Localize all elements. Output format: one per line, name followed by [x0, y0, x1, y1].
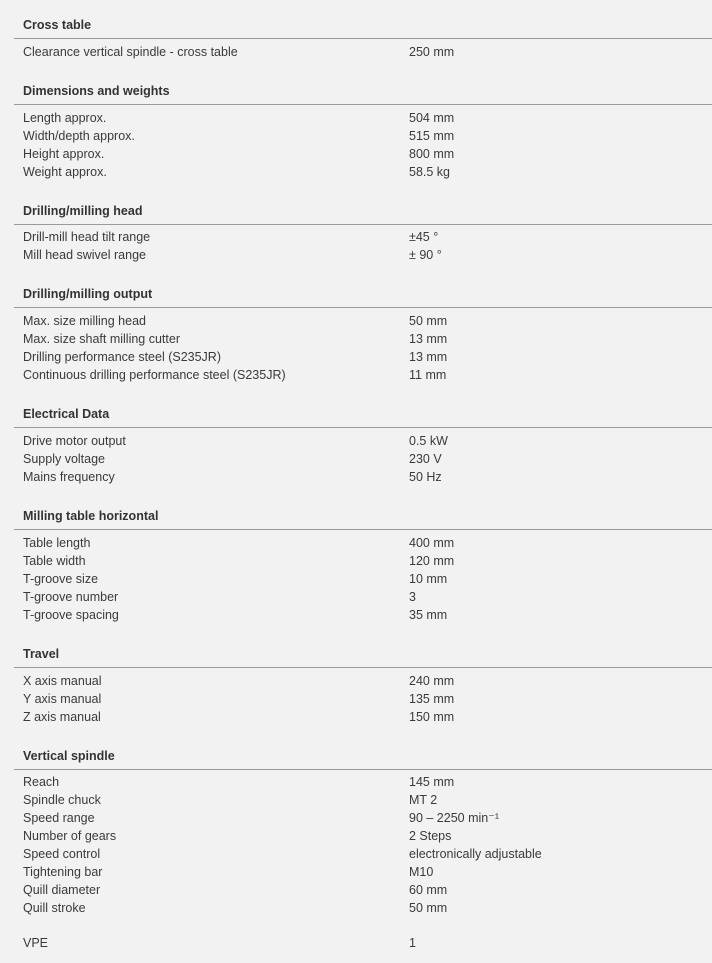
spec-value: 250 mm — [409, 45, 455, 59]
spec-value: 0.5 kW — [409, 434, 448, 448]
spec-value: 50 mm — [409, 901, 448, 915]
table-row — [0, 330, 712, 348]
table-row — [0, 863, 712, 881]
spec-label: Height approx. — [23, 147, 105, 161]
section-divider — [14, 307, 712, 308]
spec-value: 120 mm — [409, 554, 455, 568]
table-row — [0, 246, 712, 264]
spec-value: 400 mm — [409, 536, 455, 550]
spec-value: M10 — [409, 865, 434, 879]
section-title-drilling-milling-head: Drilling/milling head — [23, 204, 143, 218]
spec-label: Max. size shaft milling cutter — [23, 332, 180, 346]
section-title-milling-table-horizontal: Milling table horizontal — [23, 509, 159, 523]
spec-label: Z axis manual — [23, 710, 101, 724]
spec-value: 135 mm — [409, 692, 455, 706]
table-row — [0, 43, 712, 61]
table-row — [0, 366, 712, 384]
spec-label: Y axis manual — [23, 692, 102, 706]
spec-value: MT 2 — [409, 793, 438, 807]
spec-label: Continuous drilling performance steel (S235JR) — [23, 368, 286, 382]
spec-label: Table width — [23, 554, 86, 568]
table-row — [0, 791, 712, 809]
table-row — [0, 552, 712, 570]
spec-value: 50 mm — [409, 314, 448, 328]
spec-value: 35 mm — [409, 608, 448, 622]
table-row — [0, 432, 712, 450]
spec-label: Tightening bar — [23, 865, 103, 879]
table-row — [0, 534, 712, 552]
section-title-cross-table: Cross table — [23, 18, 92, 32]
spec-label: T-groove size — [23, 572, 99, 586]
spec-value: ± 90 ° — [409, 248, 442, 262]
spec-label: Supply voltage — [23, 452, 106, 466]
spec-label: Reach — [23, 775, 60, 789]
spec-label: Mill head swivel range — [23, 248, 146, 262]
spec-label: Quill diameter — [23, 883, 101, 897]
table-row — [0, 827, 712, 845]
spec-value: 504 mm — [409, 111, 455, 125]
spec-value: electronically adjustable — [409, 847, 542, 861]
spec-label: T-groove number — [23, 590, 119, 604]
spec-label: X axis manual — [23, 674, 102, 688]
section-title-electrical-data: Electrical Data — [23, 407, 110, 421]
spec-value: 145 mm — [409, 775, 455, 789]
section-title-dimensions-weights: Dimensions and weights — [23, 84, 170, 98]
table-row — [0, 606, 712, 624]
spec-value: 1 — [409, 936, 416, 950]
table-row — [0, 773, 712, 791]
spec-label: Table length — [23, 536, 91, 550]
table-row — [0, 450, 712, 468]
spec-value: ±45 ° — [409, 230, 439, 244]
spec-label: VPE — [23, 936, 49, 950]
spec-value: 60 mm — [409, 883, 448, 897]
table-row — [0, 468, 712, 486]
spec-label: Quill stroke — [23, 901, 86, 915]
spec-value: 150 mm — [409, 710, 455, 724]
table-row — [0, 672, 712, 690]
spec-label: Speed range — [23, 811, 95, 825]
table-row — [0, 145, 712, 163]
section-divider — [14, 667, 712, 668]
spec-value: 230 V — [409, 452, 442, 466]
spec-value: 2 Steps — [409, 829, 452, 843]
spec-value: 13 mm — [409, 332, 448, 346]
spec-value: 240 mm — [409, 674, 455, 688]
table-row — [0, 809, 712, 827]
table-row — [0, 163, 712, 181]
spec-label: Weight approx. — [23, 165, 107, 179]
spec-value: 50 Hz — [409, 470, 442, 484]
spec-label: Spindle chuck — [23, 793, 101, 807]
table-row — [0, 348, 712, 366]
spec-value: 10 mm — [409, 572, 448, 586]
table-row — [0, 312, 712, 330]
spec-value: 800 mm — [409, 147, 455, 161]
section-divider — [14, 224, 712, 225]
spec-label: T-groove spacing — [23, 608, 119, 622]
spec-label: Speed control — [23, 847, 101, 861]
spec-value: 3 — [409, 590, 416, 604]
section-title-vertical-spindle: Vertical spindle — [23, 749, 115, 763]
spec-label: Drive motor output — [23, 434, 126, 448]
section-divider — [14, 529, 712, 530]
spec-label: Clearance vertical spindle - cross table — [23, 45, 238, 59]
section-divider — [14, 38, 712, 39]
table-row — [0, 588, 712, 606]
table-row — [0, 127, 712, 145]
table-row — [0, 690, 712, 708]
table-row — [0, 708, 712, 726]
spec-value: 515 mm — [409, 129, 455, 143]
spec-label: Number of gears — [23, 829, 117, 843]
table-row — [0, 109, 712, 127]
spec-value: 13 mm — [409, 350, 448, 364]
table-row — [0, 899, 712, 917]
table-row — [0, 845, 712, 863]
table-row — [0, 570, 712, 588]
table-row — [0, 228, 712, 246]
spec-value: 58.5 kg — [409, 165, 451, 179]
section-title-travel: Travel — [23, 647, 60, 661]
spec-label: Width/depth approx. — [23, 129, 135, 143]
section-divider — [14, 427, 712, 428]
section-divider — [14, 104, 712, 105]
section-title-drilling-milling-output: Drilling/milling output — [23, 287, 153, 301]
table-row — [0, 881, 712, 899]
spec-label: Max. size milling head — [23, 314, 146, 328]
vpe-row — [0, 934, 712, 952]
spec-label: Mains frequency — [23, 470, 115, 484]
spec-label: Drilling performance steel (S235JR) — [23, 350, 221, 364]
spec-label: Drill-mill head tilt range — [23, 230, 151, 244]
spec-label: Length approx. — [23, 111, 107, 125]
spec-value: 11 mm — [409, 368, 447, 382]
section-divider — [14, 769, 712, 770]
spec-value: 90 – 2250 min⁻¹ — [409, 811, 499, 825]
